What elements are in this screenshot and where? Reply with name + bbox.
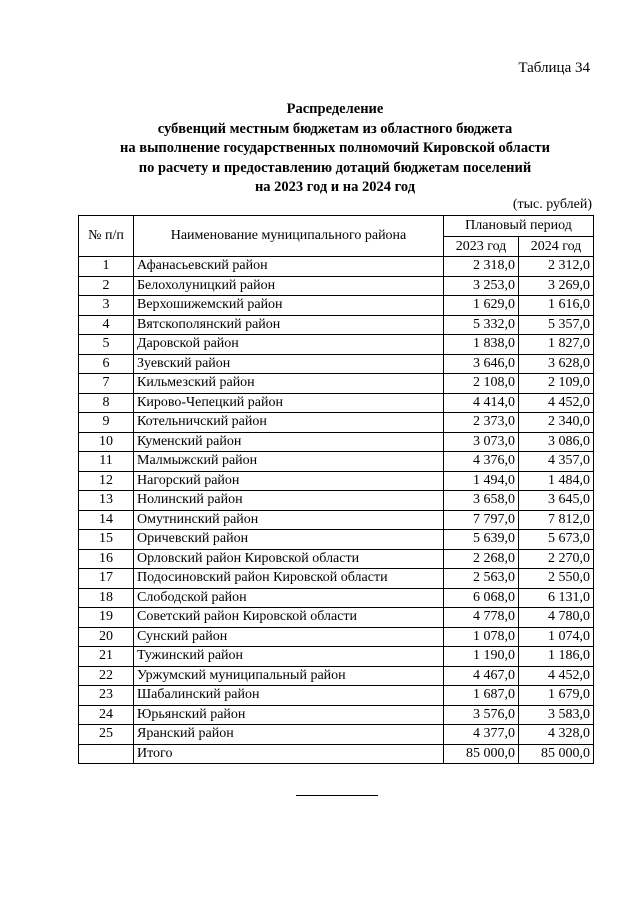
value-2024: 7 812,0 (519, 510, 594, 530)
table-row (79, 549, 594, 569)
table-row (79, 471, 594, 491)
value-2024: 4 452,0 (519, 393, 594, 413)
table-row (79, 569, 594, 589)
row-number: 21 (79, 647, 134, 667)
district-name: Кильмезский район (134, 374, 444, 394)
row-number: 6 (79, 354, 134, 374)
value-2024: 6 131,0 (519, 588, 594, 608)
value-2023: 3 576,0 (444, 705, 519, 725)
unit-label: (тыс. рублей) (512, 197, 592, 212)
value-2024: 4 780,0 (519, 608, 594, 628)
row-number: 11 (79, 452, 134, 472)
value-2023: 5 639,0 (444, 530, 519, 550)
total-number (79, 744, 134, 764)
table-row (79, 296, 594, 316)
table-row (79, 413, 594, 433)
district-name: Орловский район Кировской области (134, 549, 444, 569)
district-name: Оричевский район (134, 530, 444, 550)
table-row (79, 686, 594, 706)
value-2023: 1 687,0 (444, 686, 519, 706)
table-row (79, 276, 594, 296)
value-2023: 7 797,0 (444, 510, 519, 530)
district-name: Сунский район (134, 627, 444, 647)
table-row (79, 666, 594, 686)
district-name: Омутнинский район (134, 510, 444, 530)
district-name: Тужинский район (134, 647, 444, 667)
value-2024: 1 616,0 (519, 296, 594, 316)
total-2023: 85 000,0 (444, 744, 519, 764)
table-row (79, 588, 594, 608)
table-row (79, 491, 594, 511)
document-title (78, 100, 592, 198)
value-2024: 1 679,0 (519, 686, 594, 706)
title-line: на 2023 год и на 2024 год (254, 179, 416, 195)
value-2024: 2 109,0 (519, 374, 594, 394)
value-2023: 1 190,0 (444, 647, 519, 667)
table-number-label: Таблица 34 (518, 60, 590, 76)
district-name: Вятскополянский район (134, 315, 444, 335)
row-number: 14 (79, 510, 134, 530)
value-2023: 1 494,0 (444, 471, 519, 491)
table-row (79, 315, 594, 335)
value-2024: 1 827,0 (519, 335, 594, 355)
district-name: Зуевский район (134, 354, 444, 374)
value-2023: 3 646,0 (444, 354, 519, 374)
value-2023: 1 629,0 (444, 296, 519, 316)
value-2023: 1 838,0 (444, 335, 519, 355)
table-row (79, 335, 594, 355)
row-number: 5 (79, 335, 134, 355)
table-row (79, 354, 594, 374)
value-2023: 4 376,0 (444, 452, 519, 472)
table-row (79, 627, 594, 647)
district-name: Подосиновский район Кировской области (134, 569, 444, 589)
district-name: Нагорский район (134, 471, 444, 491)
value-2023: 3 658,0 (444, 491, 519, 511)
value-2024: 3 086,0 (519, 432, 594, 452)
value-2023: 3 253,0 (444, 276, 519, 296)
header-num: № п/п (79, 216, 134, 257)
table-row (79, 705, 594, 725)
row-number: 25 (79, 725, 134, 745)
table-row (79, 374, 594, 394)
table-row (79, 452, 594, 472)
value-2024: 2 270,0 (519, 549, 594, 569)
district-name: Белохолуницкий район (134, 276, 444, 296)
row-number: 2 (79, 276, 134, 296)
row-number: 3 (79, 296, 134, 316)
district-name: Афанасьевский район (134, 257, 444, 277)
district-name: Уржумский муниципальный район (134, 666, 444, 686)
table-row (79, 432, 594, 452)
row-number: 16 (79, 549, 134, 569)
value-2024: 2 340,0 (519, 413, 594, 433)
value-2024: 5 673,0 (519, 530, 594, 550)
district-name: Юрьянский район (134, 705, 444, 725)
value-2024: 4 328,0 (519, 725, 594, 745)
value-2024: 1 186,0 (519, 647, 594, 667)
divider-line (296, 795, 378, 796)
total-label: Итого (134, 744, 444, 764)
row-number: 24 (79, 705, 134, 725)
title-line: по расчету и предоставлению дотаций бюджетам поселений (138, 159, 532, 176)
row-number: 18 (79, 588, 134, 608)
district-name: Даровской район (134, 335, 444, 355)
table-row (79, 725, 594, 745)
value-2024: 3 645,0 (519, 491, 594, 511)
value-2023: 5 332,0 (444, 315, 519, 335)
header-year-2023: 2023 год (444, 237, 519, 257)
value-2024: 2 550,0 (519, 569, 594, 589)
value-2024: 4 357,0 (519, 452, 594, 472)
row-number: 13 (79, 491, 134, 511)
table-row (79, 530, 594, 550)
subsidy-table (78, 215, 594, 764)
value-2023: 3 073,0 (444, 432, 519, 452)
value-2023: 4 377,0 (444, 725, 519, 745)
table-row (79, 647, 594, 667)
district-name: Яранский район (134, 725, 444, 745)
district-name: Кирово-Чепецкий район (134, 393, 444, 413)
district-name: Шабалинский район (134, 686, 444, 706)
row-number: 7 (79, 374, 134, 394)
district-name: Советский район Кировской области (134, 608, 444, 628)
district-name: Котельничский район (134, 413, 444, 433)
district-name: Верхошижемский район (134, 296, 444, 316)
row-number: 10 (79, 432, 134, 452)
table-row (79, 257, 594, 277)
value-2023: 6 068,0 (444, 588, 519, 608)
district-name: Нолинский район (134, 491, 444, 511)
row-number: 19 (79, 608, 134, 628)
row-number: 22 (79, 666, 134, 686)
table-row (79, 608, 594, 628)
row-number: 1 (79, 257, 134, 277)
row-number: 8 (79, 393, 134, 413)
header-period: Плановый период (444, 216, 594, 237)
title-line: на выполнение государственных полномочий Кировской области (120, 140, 550, 156)
title-line: субвенций местным бюджетам из областного бюджета (157, 120, 513, 137)
value-2023: 2 108,0 (444, 374, 519, 394)
value-2023: 4 467,0 (444, 666, 519, 686)
header-year-2024: 2024 год (519, 237, 594, 257)
row-number: 17 (79, 569, 134, 589)
value-2024: 4 452,0 (519, 666, 594, 686)
value-2024: 3 269,0 (519, 276, 594, 296)
header-name: Наименование муниципального района (134, 216, 444, 257)
row-number: 20 (79, 627, 134, 647)
value-2024: 1 484,0 (519, 471, 594, 491)
value-2024: 3 583,0 (519, 705, 594, 725)
value-2023: 2 373,0 (444, 413, 519, 433)
row-number: 15 (79, 530, 134, 550)
value-2024: 2 312,0 (519, 257, 594, 277)
row-number: 23 (79, 686, 134, 706)
district-name: Слободской район (134, 588, 444, 608)
value-2023: 4 414,0 (444, 393, 519, 413)
value-2023: 2 563,0 (444, 569, 519, 589)
value-2023: 2 318,0 (444, 257, 519, 277)
value-2024: 1 074,0 (519, 627, 594, 647)
total-2024: 85 000,0 (519, 744, 594, 764)
title-line: Распределение (286, 101, 384, 117)
table-row (79, 393, 594, 413)
value-2023: 2 268,0 (444, 549, 519, 569)
table-row (79, 510, 594, 530)
row-number: 12 (79, 471, 134, 491)
row-number: 9 (79, 413, 134, 433)
value-2024: 3 628,0 (519, 354, 594, 374)
district-name: Куменский район (134, 432, 444, 452)
table-body (79, 257, 594, 764)
row-number: 4 (79, 315, 134, 335)
district-name: Малмыжский район (134, 452, 444, 472)
total-row (79, 744, 594, 764)
value-2023: 1 078,0 (444, 627, 519, 647)
value-2023: 4 778,0 (444, 608, 519, 628)
value-2024: 5 357,0 (519, 315, 594, 335)
